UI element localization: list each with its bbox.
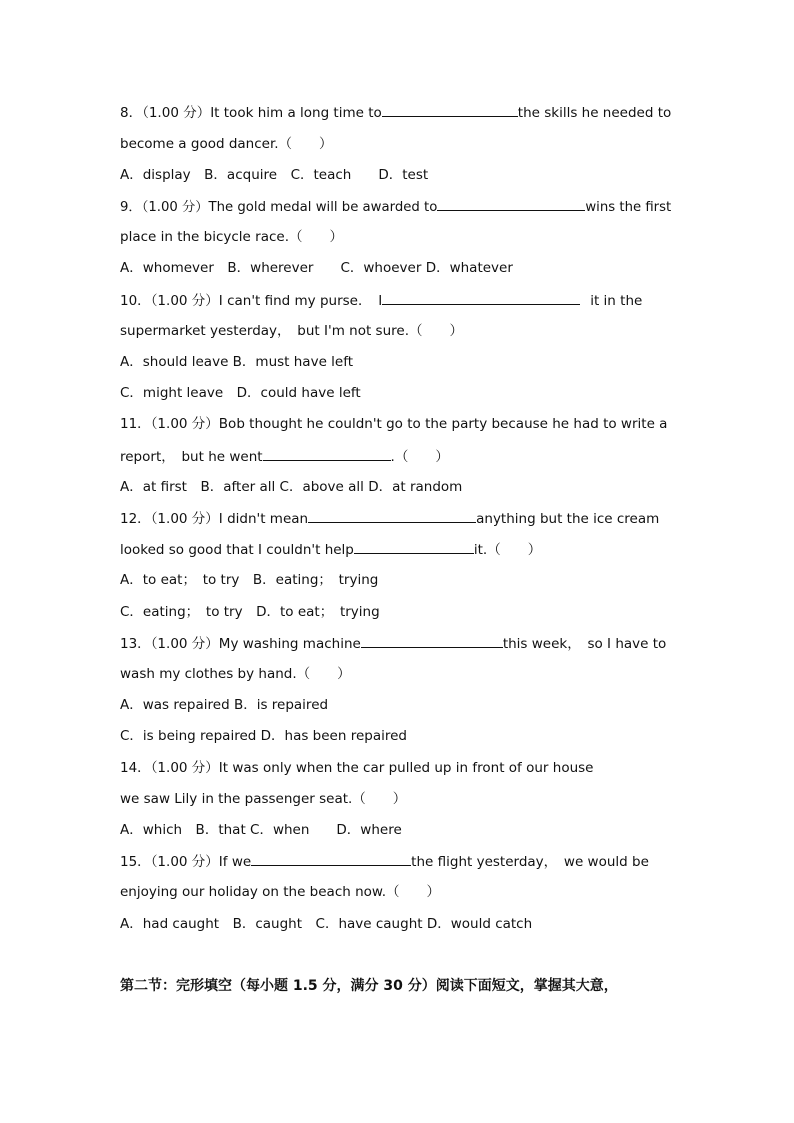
answer-blank <box>354 539 474 554</box>
question-score: （1.00 分） <box>141 200 209 215</box>
question-11-line-1 <box>120 414 674 434</box>
question-14-line-1 <box>120 758 674 778</box>
question-11-options: A．at first B．after all C．above all D．at random <box>120 479 463 495</box>
question-text: The gold medal will be awarded to <box>208 200 438 215</box>
question-text: My washing machine <box>218 636 361 652</box>
question-14-options: A．which B．that C．when D．where <box>120 822 402 838</box>
answer-blank <box>382 102 518 117</box>
section-heading: 第二节：完形填空（每小题 1.5 分，满分 30 分）阅读下面短文，掌握其大意， <box>120 978 618 994</box>
question-8-line-2: become a good dancer.（ ） <box>120 136 333 152</box>
question-score: （1.00 分） <box>150 416 219 432</box>
question-13-line-2: wash my clothes by hand.（ ） <box>120 666 351 682</box>
question-9-line-2: place in the bicycle race.（ ） <box>120 229 344 245</box>
question-10-options-1: A．should leave B．must have left <box>120 354 354 370</box>
question-number: 8． <box>120 105 143 121</box>
question-text: the skills he needed to <box>517 105 672 121</box>
answer-blank <box>361 633 503 648</box>
question-score: （1.00 分） <box>142 105 211 121</box>
question-text: anything but the ice cream <box>476 511 660 527</box>
question-text: it in the <box>590 293 643 309</box>
question-score: （1.00 分） <box>150 511 219 527</box>
answer-blank <box>308 508 476 523</box>
question-8-options: A．display B．acquire C．teach D．test <box>120 167 429 183</box>
question-text: I didn't mean <box>218 511 309 527</box>
question-number: 15． <box>120 854 151 870</box>
question-score: （1.00 分） <box>150 636 219 652</box>
question-number: 13． <box>120 636 151 652</box>
question-text: looked so good that I couldn't help <box>120 542 354 558</box>
question-8-line-1 <box>120 102 674 122</box>
question-10-options-2: C．might leave D．could have left <box>120 385 361 401</box>
answer-blank <box>382 290 580 305</box>
question-10-line-1 <box>120 290 674 310</box>
question-15-line-1 <box>120 851 674 871</box>
question-text: report， but he went <box>120 449 263 465</box>
question-9-options: A．whomever B．wherever C．whoever D．whatever <box>120 260 513 276</box>
question-9-line-1 <box>120 196 674 216</box>
question-text: Bob thought he couldn't go to the party because he had to write a <box>218 416 668 432</box>
question-13-options-1: A．was repaired B．is repaired <box>120 697 329 713</box>
question-number: 10． <box>120 293 151 309</box>
answer-blank <box>437 196 585 211</box>
answer-blank <box>263 446 391 461</box>
question-12-options-1: A．to eat； to try B．eating； trying <box>120 572 379 588</box>
question-score: （1.00 分） <box>150 760 219 776</box>
question-text: the flight yesterday， we would be <box>411 854 649 870</box>
question-text: It took him a long time to <box>210 105 382 121</box>
answer-blank <box>251 851 411 866</box>
question-text: wins the first <box>585 200 672 215</box>
question-12-line-1 <box>120 508 674 528</box>
question-number: 11． <box>120 416 151 432</box>
question-12-line-2 <box>120 539 674 559</box>
question-15-line-2: enjoying our holiday on the beach now.（ ） <box>120 884 441 900</box>
question-number: 9． <box>120 200 142 215</box>
question-number: 14． <box>120 760 151 776</box>
question-text: .（ ） <box>390 449 449 465</box>
question-text: this week， so I have to <box>502 636 667 652</box>
question-score: （1.00 分） <box>150 293 219 309</box>
question-text: I can't find my purse． I <box>218 293 383 309</box>
question-13-options-2: C．is being repaired D．has been repaired <box>120 728 407 744</box>
question-14-line-2: we saw Lily in the passenger seat.（ ） <box>120 791 407 807</box>
question-text: It was only when the car pulled up in front of our house <box>218 760 594 776</box>
question-11-line-2 <box>120 446 674 466</box>
question-text: If we <box>218 854 252 870</box>
question-score: （1.00 分） <box>150 854 219 870</box>
question-13-line-1 <box>120 633 674 653</box>
question-12-options-2: C．eating； to try D．to eat； trying <box>120 604 380 620</box>
question-text: it.（ ） <box>473 542 542 558</box>
question-10-line-2: supermarket yesterday， but I'm not sure.（ ） <box>120 323 463 339</box>
question-15-options: A．had caught B．caught C．have caught D．would catch <box>120 916 533 932</box>
question-number: 12． <box>120 511 151 527</box>
